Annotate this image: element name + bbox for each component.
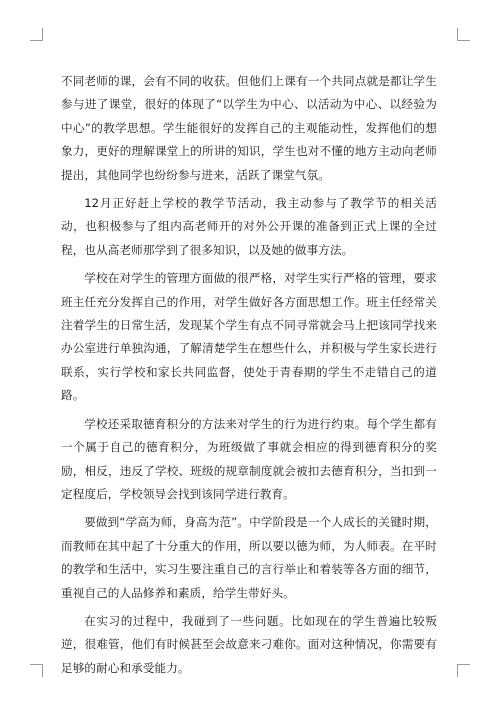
paragraph-5: 要做到“学高为师，身高为范”。中学阶段是一个人成长的关键时期，而教师在其中起了十分重大的作用，所以要以德为师，为人师表。在平时的教学和生活中，实习生要注重自己的言行举止和着装等各方面的细节，重视自己的人品修养和素质，给学生带好头。 xyxy=(61,515,437,600)
crop-mark-top-left xyxy=(30,28,43,41)
crop-mark-bottom-right xyxy=(457,664,470,677)
paragraph-4: 学校还采取德育积分的方法来对学生的行为进行约束。每个学生都有一个属于自己的德育积分，为班级做了事就会相应的得到德育积分的奖励，相反，违反了学校、班级的规章制度就会被扣去德育积分，当扣到一定程度后，学校领导会找到该同学进行教育。 xyxy=(61,416,437,501)
paragraph-3: 学校在对学生的管理方面做的很严格，对学生实行严格的管理，要求班主任充分发挥自己的作用，对学生做好各方面思想工作。班主任经常关注着学生的日常生活，发现某个学生有点不同寻常就会马上把该同学找来办公室进行单独沟通，了解清楚学生在想些什么，并积极与学生家长进行联系，实行学校和家长共同监督，使处于青春期的学生不走错自己的道路。 xyxy=(61,271,437,403)
crop-mark-bottom-left xyxy=(30,664,43,677)
crop-mark-top-right xyxy=(457,28,470,41)
paragraph-2: 12月正好赶上学校的教学节活动，我主动参与了教学节的相关活动，也积极参与了组内高老师开的对外公开课的准备到正式上课的全过程，也从高老师那学到了很多知识，以及她的做事方法。 xyxy=(61,196,437,257)
document-body xyxy=(61,70,437,685)
paragraph-1: 不同老师的课，会有不同的收获。但他们上课有一个共同点就是都让学生参与进了课堂，很好的体现了“以学生为中心、以活动为中心、以经验为中心”的教学思想。学生能很好的发挥自己的主观能动性，发挥他们的想象力，更好的理解课堂上的所讲的知识，学生也对不懂的地方主动向老师提出，其他同学也纷纷参与进来，活跃了课堂气氛。 xyxy=(61,74,437,182)
paragraph-6: 在实习的过程中，我碰到了一些问题。比如现在的学生普遍比较叛逆，很难管，他们有时候甚至会故意来刁难你。面对这种情况，你需要有足够的耐心和承受能力。 xyxy=(61,613,437,675)
